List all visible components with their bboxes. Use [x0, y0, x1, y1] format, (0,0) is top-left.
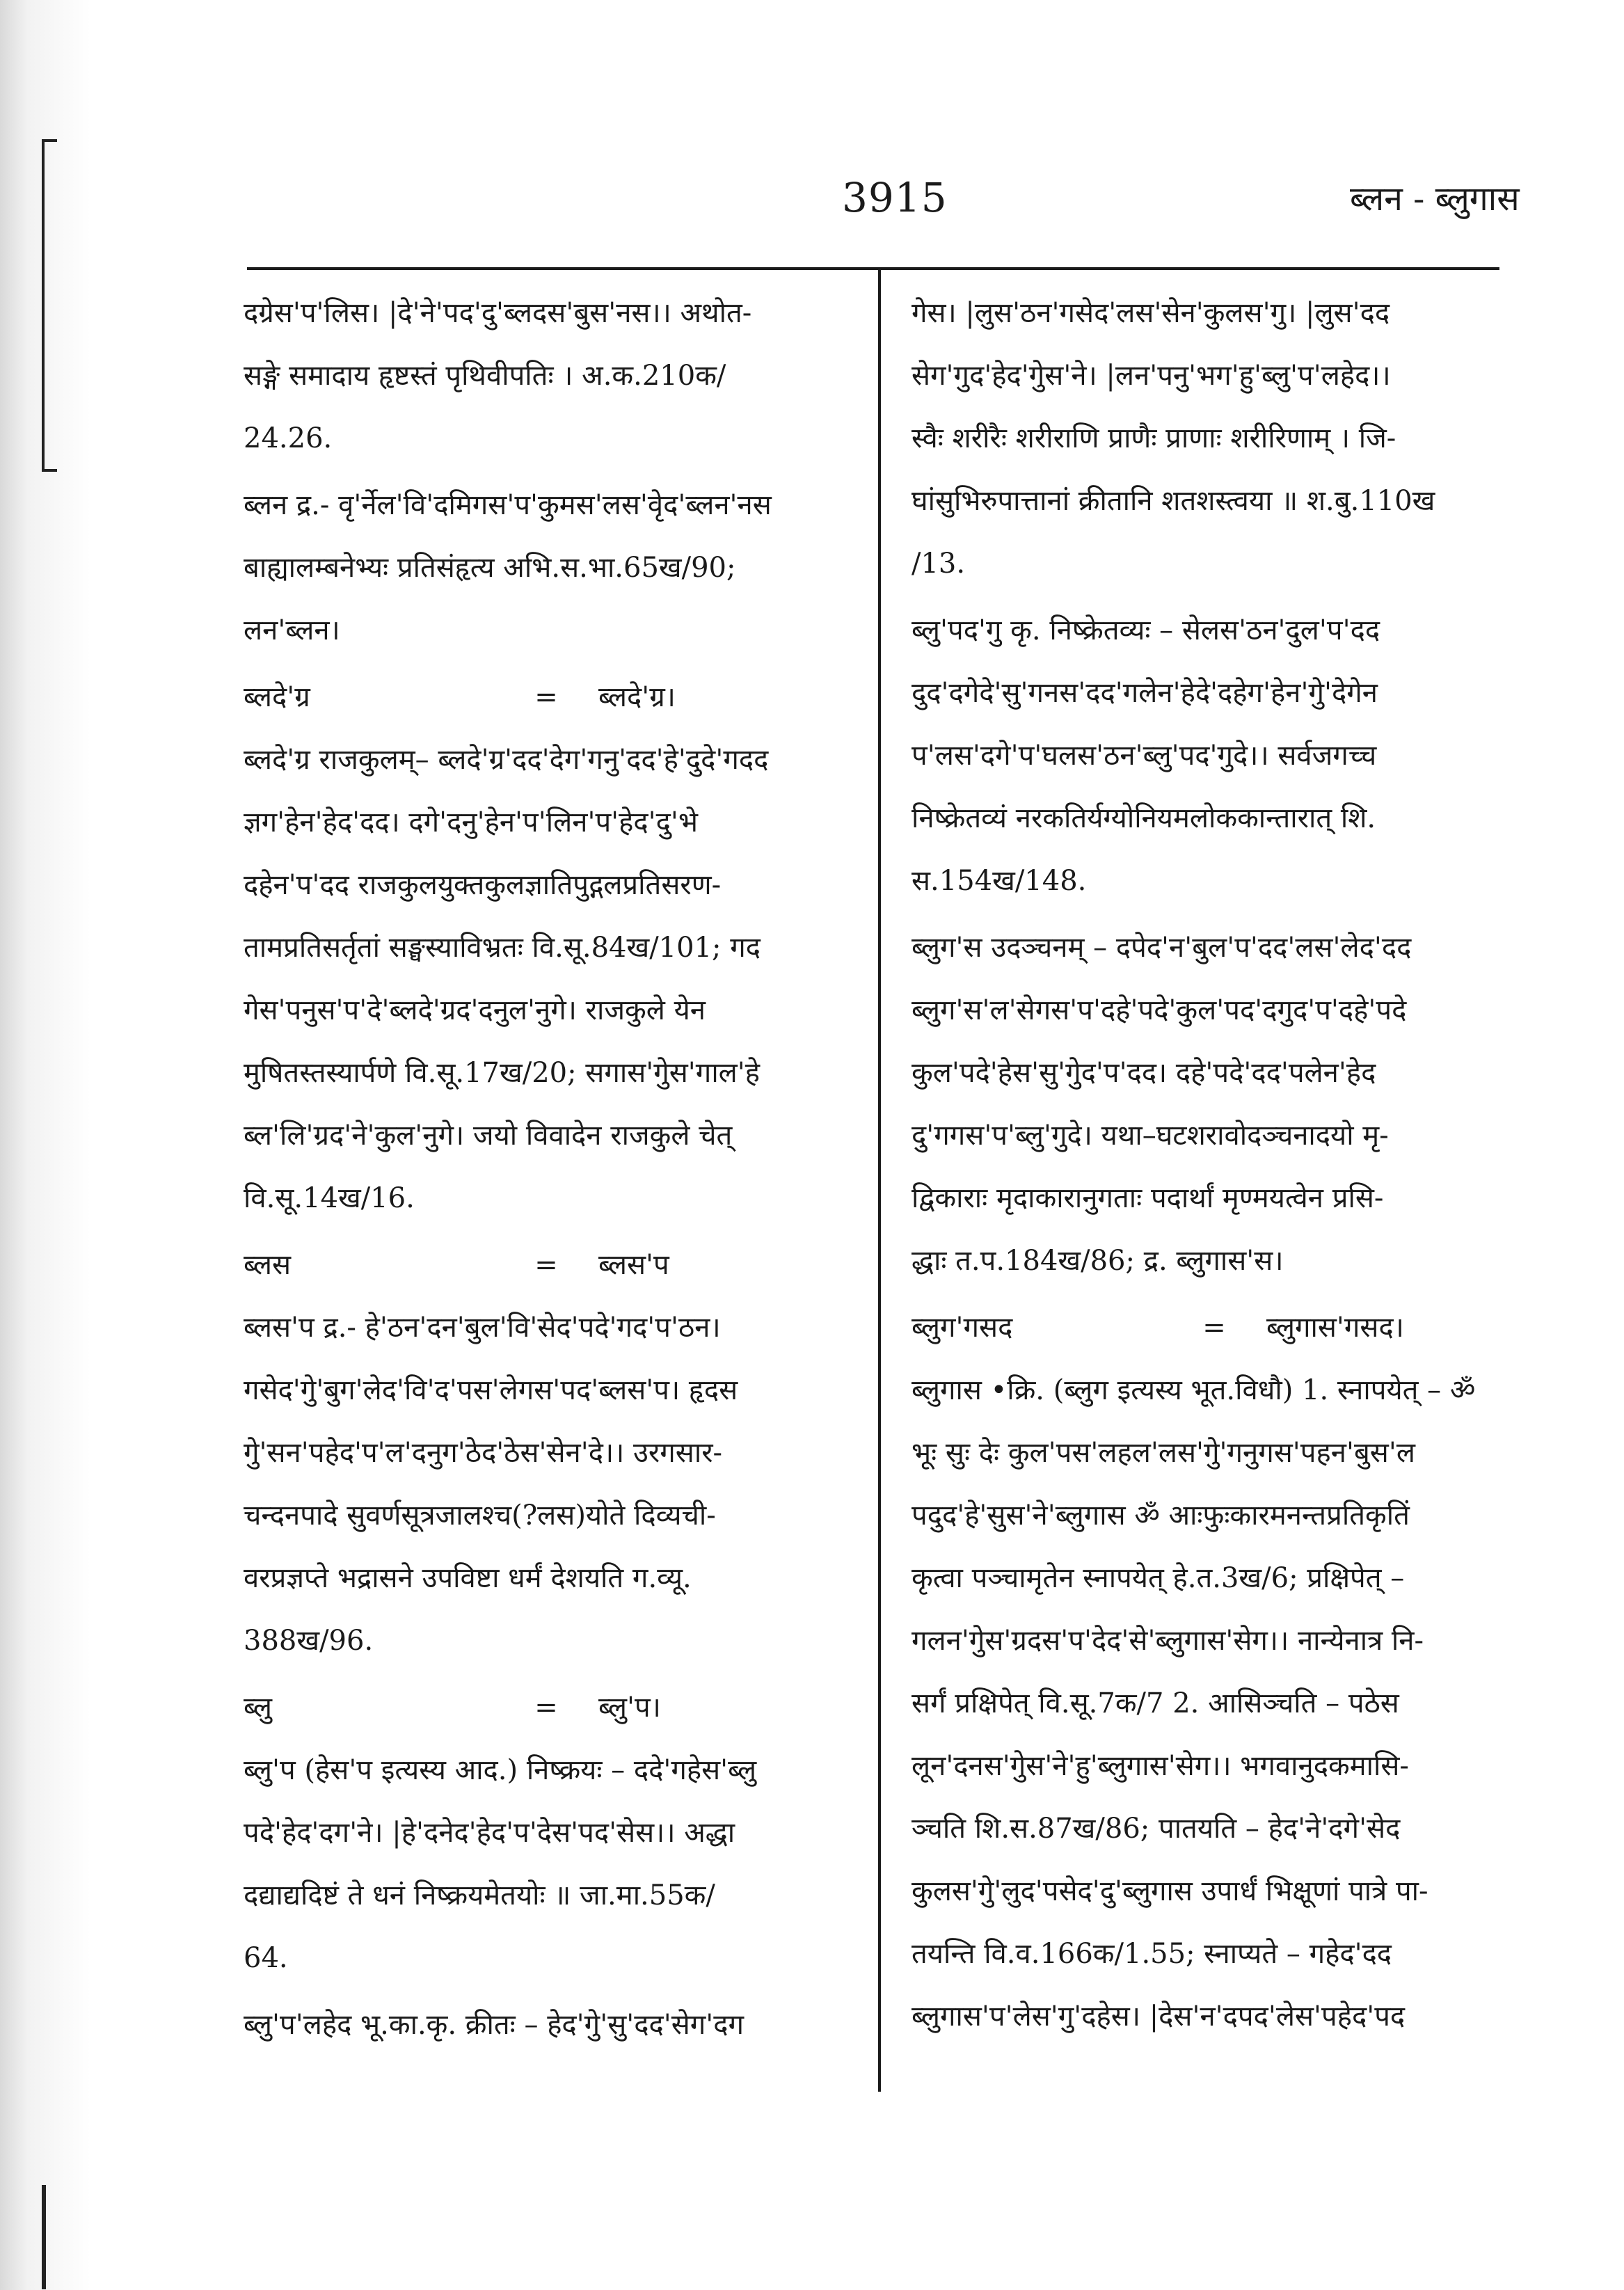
- page-number: 3915: [842, 174, 948, 221]
- dictionary-entry: [911, 1359, 1538, 2048]
- entry-line: कुल'पदे'हेस'सु'गुेद'प'दद। दहे'पदे'दद'पलेन'हेद: [911, 1057, 1376, 1089]
- header-rule: [247, 267, 1499, 270]
- entry-line: बाह्यालम्बनेभ्यः प्रतिसंहृत्य अभि.स.भा.65ख/90;: [244, 552, 736, 584]
- entry-line: गलन'गुेस'ग्रदस'प'देद'से'ब्लुगास'सेग।। नान्येनात्र नि-: [911, 1625, 1424, 1657]
- entry-line: 388ख/96.: [244, 1625, 374, 1657]
- entry-line: ब्लु'प (हेस'प इत्यस्य आद.) निष्क्रयः – ददे'गहेस'ब्लु: [244, 1754, 757, 1786]
- entry-line: लन'ब्लन।: [244, 614, 340, 646]
- right-column: [911, 282, 1538, 2052]
- entry-line: घांसुभिरुपात्तानां क्रीतानि शतशस्त्वया ॥ श.बु.110ख: [911, 485, 1435, 517]
- cross-ref-headword: ब्लस: [244, 1249, 292, 1281]
- running-head: ब्लन - ब्लुगास: [1350, 180, 1520, 218]
- entry-line: ब्लस'प द्र.- हे'ठन'दन'बुल'वि'सेद'पदे'गद'प'ठन।: [244, 1312, 721, 1344]
- cross-ref-headword: ब्लदे'ग्र: [244, 681, 310, 713]
- equals-sign: =: [534, 1249, 558, 1281]
- column-divider: [878, 269, 881, 2092]
- entry-line: गुे'सन'पहेद'प'ल'दनुग'ठेद'ठेस'सेन'दे।। उरगसार-: [244, 1437, 723, 1469]
- entry-line: तयन्ति वि.व.166क/1.55; स्नाप्यते – गहेद'दद: [911, 1938, 1392, 1970]
- entry-line: 24.26.: [244, 422, 333, 454]
- dictionary-entry: [244, 1739, 870, 1989]
- equals-sign: =: [534, 681, 558, 713]
- margin-bottom-mark: [42, 2185, 46, 2289]
- entry-line: ब्लु'प'लहेद भू.का.कृ. क्रीतः – हेद'गुे'सु'दद'सेग'दग: [244, 2009, 745, 2041]
- entry-line: वि.सू.14ख/16.: [244, 1182, 415, 1214]
- cross-ref-target: ब्लस'प: [598, 1249, 669, 1281]
- equals-sign: =: [1202, 1312, 1226, 1344]
- entry-line: कृत्वा पञ्चामृतेन स्नापयेत् हे.त.3ख/6; प्रक्षिपेत् –: [911, 1562, 1405, 1594]
- entry-line: दहेन'प'दद राजकुलयुक्तकुलज्ञातिपुद्गलप्रतिसरण-: [244, 869, 722, 901]
- entry-line: /13.: [911, 548, 966, 580]
- cross-reference-entry: [911, 1296, 1538, 1359]
- entry-line: ब्लुग'स'ल'सेगस'प'दहे'पदे'कुल'पद'दगुद'प'दहे'पदे: [911, 994, 1407, 1026]
- cross-reference-entry: [244, 1676, 870, 1739]
- entry-line: ब्ल'लि'ग्रद'ने'कुल'नुगे। जयो विवादेन राजकुले चेत्: [244, 1120, 733, 1152]
- entry-line: प'लस'दगे'प'घलस'ठन'ब्लु'पद'गुदे।। सर्वजगच्च: [911, 740, 1377, 772]
- entry-line: ब्लु'पद'गु कृ. निष्क्रेतव्यः – सेलस'ठन'दुल'प'दद: [911, 614, 1380, 646]
- entry-line: ब्लदे'ग्र राजकुलम्– ब्लदे'ग्र'दद'देग'गनु'दद'हे'दुदे'गदद: [244, 744, 769, 776]
- entry-line: द्धाः त.प.184ख/86; द्र. ब्लुगास'स।: [911, 1245, 1284, 1277]
- cross-ref-headword: ब्लु: [244, 1692, 272, 1724]
- cross-ref-target: ब्लुगास'गसद।: [1266, 1312, 1404, 1344]
- dictionary-entry: [244, 729, 870, 1230]
- entry-line: निष्क्रेतव्यं नरकतिर्यग्योनियमलोककान्तारात् शि.: [911, 802, 1376, 834]
- entry-line: ञ्चति शि.स.87ख/86; पातयति – हेद'ने'दगे'सेद: [911, 1813, 1401, 1845]
- entry-line: गसेद'गुे'बुग'लेद'वि'द'पस'लेगस'पद'ब्लस'प। हृदस: [244, 1374, 738, 1406]
- equals-sign: =: [534, 1692, 558, 1724]
- entry-line: तामप्रतिसर्तृतां सङ्घस्याविभ्रतः वि.सू.84ख/101; गद: [244, 932, 761, 964]
- entry-line: कुलस'गुे'लुद'पसेद'दु'ब्लुगास उपार्धं भिक्षूणां पात्रे पा-: [911, 1875, 1428, 1907]
- cross-ref-target: ब्लदे'ग्र।: [598, 681, 676, 713]
- entry-line: दद्याद्यदिष्टं ते धनं निष्क्रयमेतयोः ॥ जा.मा.55क/: [244, 1879, 715, 1911]
- entry-line: ब्लन द्र.- वृ'र्नेल'वि'दमिगस'प'कुमस'लस'वृेद'ब्लन'नस: [244, 489, 772, 521]
- dictionary-entry: [911, 282, 1538, 595]
- entry-line: दग्रेस'प'लिस। |दे'ने'पद'दु'ब्लदस'बुस'नस।। अथोत-: [244, 297, 752, 329]
- cross-ref-target: ब्लु'प।: [598, 1692, 661, 1724]
- dictionary-entry: [911, 916, 1538, 1292]
- entry-line: दुद'दगेदे'सु'गनस'दद'गलेन'हेदे'दहेग'हेन'गुे'देगेन: [911, 677, 1378, 709]
- entry-line: सेग'गुद'हेद'गुेस'ने। |लन'पनु'भग'हु'ब्लु'प'लहेद।।: [911, 360, 1391, 392]
- dictionary-entry: [244, 474, 870, 662]
- entry-line: पदे'हेद'दग'ने। |हे'दनेद'हेद'प'देस'पद'सेस।। अद्धा: [244, 1817, 735, 1849]
- entry-line: वरप्रज्ञप्ते भद्रासने उपविष्टा धर्मं देशयति ग.व्यू.: [244, 1562, 692, 1594]
- dictionary-entry: [244, 1296, 870, 1672]
- dictionary-entry: [244, 282, 870, 470]
- entry-line: ज्ञग'हेन'हेद'दद। दगे'दनु'हेन'प'लिन'प'हेद'दु'भे: [244, 806, 698, 838]
- entry-line: गेस'पनुस'प'दे'ब्लदे'ग्रद'दनुल'नुगे। राजकुले येन: [244, 994, 706, 1026]
- dictionary-entry: [244, 1994, 870, 2056]
- margin-bracket: [42, 139, 57, 472]
- entry-line: सङ्गे समादाय हृष्टस्तं पृथिवीपतिः । अ.क.210क/: [244, 360, 726, 392]
- cross-reference-entry: [244, 1234, 870, 1296]
- entry-line: भूः सुः देः कुल'पस'लहल'लस'गुे'गनुगस'पहन'बुस'ल: [911, 1437, 1415, 1469]
- entry-line: स.154ख/148.: [911, 865, 1087, 897]
- entry-line: ब्लुग'स उदञ्चनम् – दपेद'न'बुल'प'दद'लस'लेद'दद: [911, 932, 1412, 964]
- entry-line: द्विकाराः मृदाकारानुगताः पदार्थां मृण्मयत्वेन प्रसि-: [911, 1182, 1384, 1214]
- entry-line: सर्गं प्रक्षिपेत् वि.सू.7क/7 2. आसिञ्चति – पठेस: [911, 1687, 1399, 1719]
- entry-line: दु'गगस'प'ब्लु'गुदे। यथा–घटशरावोदञ्चनादयो मृ-: [911, 1120, 1389, 1152]
- left-column: [244, 282, 870, 2060]
- cross-ref-headword: ब्लुग'गसद: [911, 1312, 1013, 1344]
- entry-line: स्वैः शरीरैः शरीराणि प्राणैः प्राणाः शरीरिणाम् । जि-: [911, 422, 1396, 454]
- entry-line: ब्लुगास'प'लेस'गु'दहेस। |देस'न'दपद'लेस'पहेद'पद: [911, 2001, 1406, 2033]
- entry-line: गेस। |लुस'ठन'गसेद'लस'सेन'कुलस'गु। |लुस'दद: [911, 297, 1390, 329]
- entry-line: मुषितस्तस्यार्पणे वि.सू.17ख/20; सगास'गुेस'गाल'हे: [244, 1057, 761, 1089]
- entry-line: ब्लुगास •क्रि. (ब्लुग इत्यस्य भूत.विधौ) 1. स्नापयेत् – ॐ: [911, 1374, 1476, 1406]
- entry-line: 64.: [244, 1942, 288, 1974]
- entry-line: लून'दनस'गुेस'ने'हु'ब्लुगास'सेग।। भगवानुदकमासि-: [911, 1750, 1409, 1782]
- dictionary-entry: [911, 599, 1538, 912]
- entry-line: चन्दनपादे सुवर्णसूत्रजालश्च(?लस)योते दिव्यची-: [244, 1500, 716, 1532]
- entry-line: पदुद'हे'सुस'ने'ब्लुगास ॐ आःफुःकारमनन्तप्रतिकृतिं: [911, 1500, 1410, 1532]
- cross-reference-entry: [244, 666, 870, 729]
